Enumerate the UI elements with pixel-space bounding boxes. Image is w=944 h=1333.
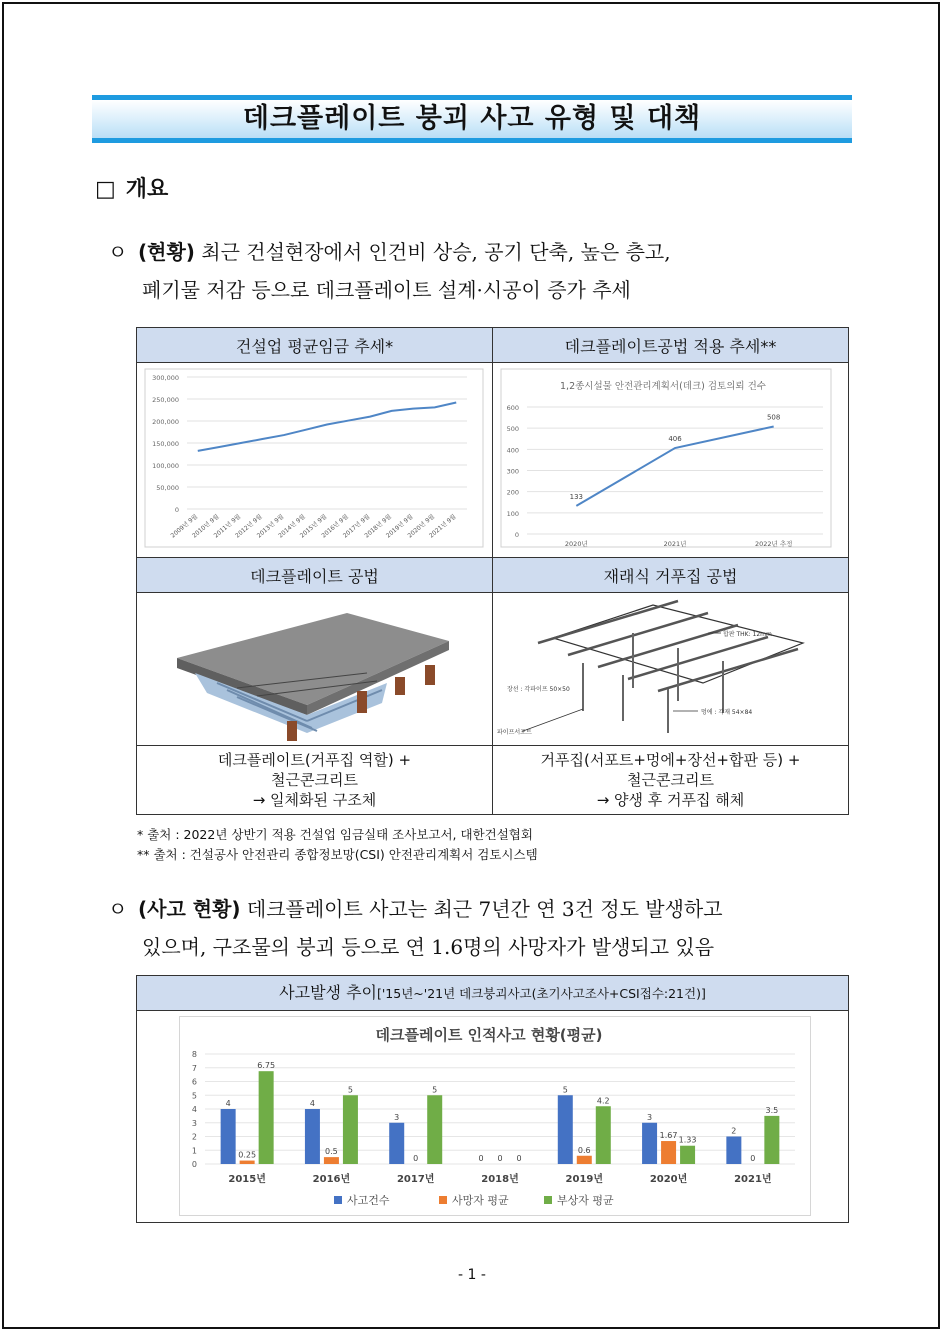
status-paragraph (108, 233, 868, 309)
bar-사고건수 (558, 1095, 573, 1164)
y-tick-label: 2 (191, 1132, 197, 1142)
deck-caption-line: → 일체화된 구조체 (252, 791, 377, 809)
y-tick-label: 150,000 (152, 440, 179, 448)
chart-frame (501, 369, 831, 547)
source-note: * 출처 : 2022년 상반기 적용 건설업 임금실태 조사보고서, 대한건설협회 (137, 827, 533, 842)
bar-value-label: 0 (478, 1154, 484, 1163)
y-tick-label: 400 (506, 446, 519, 455)
accident-label: (사고 현황) (138, 897, 241, 921)
x-tick-label: 2017년 9월 (341, 513, 372, 540)
x-tick-label: 2015년 (228, 1174, 266, 1185)
legend-label: 부상자 평균 (557, 1194, 614, 1207)
accident-bar-chart (179, 1016, 811, 1216)
x-tick-label: 2015년 9월 (298, 513, 329, 540)
deck-caption (137, 746, 493, 815)
header-formwork-method: 재래식 거푸집 공법 (493, 558, 849, 593)
y-tick-label: 1 (191, 1146, 197, 1156)
y-tick-label: 200,000 (152, 418, 179, 426)
status-line1: 최근 건설현장에서 인건비 상승, 공기 단축, 높은 층고, (194, 240, 671, 264)
section-heading (95, 172, 168, 203)
bar-value-label: 4.2 (596, 1096, 610, 1106)
bar-value-label: 1.67 (659, 1131, 678, 1141)
bar-value-label: 5 (562, 1085, 568, 1095)
bar-value-label: 2 (731, 1126, 737, 1136)
legend-label: 사고건수 (347, 1194, 390, 1207)
deck-caption-line: 데크플레이트(거푸집 역할) + (217, 751, 412, 769)
source-note: ** 출처 : 건설공사 안전관리 종합정보망(CSI) 안전관리계획서 검토시스템 (137, 847, 538, 862)
bar-사고건수 (726, 1137, 741, 1165)
x-tick-label: 2021년 9월 (428, 513, 458, 540)
x-tick-label: 2010년 9월 (191, 513, 221, 540)
bullet-marker: ㅇ (108, 240, 128, 264)
legend-swatch (439, 1196, 447, 1204)
formwork-illustration-cell (493, 593, 849, 746)
bar-value-label: 3.5 (765, 1105, 779, 1115)
section-marker: □ (95, 177, 116, 202)
bar-value-label: 3 (647, 1112, 653, 1122)
y-tick-label: 0 (514, 531, 519, 539)
x-tick-label: 2019년 (565, 1174, 604, 1185)
x-tick-label: 2020년 (564, 540, 588, 548)
bar-value-label: 0 (750, 1154, 756, 1163)
bar-value-label: 0.6 (577, 1145, 591, 1155)
y-tick-label: 6 (191, 1077, 197, 1087)
x-tick-label: 2017년 (396, 1174, 435, 1185)
bar-value-label: 5 (347, 1085, 353, 1095)
bar-value-label: 0 (497, 1154, 503, 1163)
y-tick-label: 7 (191, 1063, 197, 1073)
x-tick-label: 2009년 9월 (169, 513, 200, 540)
bar-부상자 평균 (343, 1095, 358, 1164)
bullet-marker: ㅇ (108, 897, 128, 921)
accident-chart-box (136, 975, 849, 1223)
y-tick-label: 250,000 (152, 396, 179, 404)
accident-header-note: ['15년~'21년 데크붕괴사고(초기사고조사+CSI접수:21건)] (376, 986, 706, 1001)
x-tick-label: 2021년 (734, 1174, 772, 1185)
deck-line-chart (493, 363, 849, 553)
status-label: (현황) (138, 240, 195, 264)
bar-사망자 평균 (324, 1157, 339, 1164)
bar-value-label: 0 (413, 1154, 419, 1163)
header-deck-trend: 데크플레이트공법 적용 추세** (493, 328, 849, 363)
formwork-caption-line: 거푸집(서포트+멍에+장선+합판 등) + (540, 751, 801, 769)
formwork-caption-line: 철근콘크리트 (627, 771, 714, 789)
bar-사망자 평균 (661, 1141, 676, 1164)
bar-사고건수 (221, 1109, 236, 1164)
x-tick-label: 2011년 9월 (212, 513, 243, 540)
x-tick-label: 2018년 (481, 1174, 519, 1185)
legend-swatch (544, 1196, 552, 1204)
y-tick-label: 100,000 (152, 462, 179, 470)
comparison-table (136, 327, 849, 815)
bar-사망자 평균 (240, 1161, 255, 1164)
page-number: - 1 - (458, 1267, 486, 1283)
header-deck-method: 데크플레이트 공법 (137, 558, 493, 593)
page-title: 데크플레이트 붕괴 사고 유형 및 대책 (92, 95, 852, 143)
chart-title: 데크플레이트 인적사고 현황(평균) (375, 1026, 603, 1044)
y-tick-label: 300 (506, 467, 519, 476)
header-wage-trend: 건설업 평균임금 추세* (137, 328, 493, 363)
data-label: 508 (766, 413, 781, 422)
y-tick-label: 3 (191, 1118, 197, 1128)
bar-사고건수 (389, 1123, 404, 1164)
bar-부상자 평균 (427, 1095, 442, 1164)
bar-value-label: 4 (225, 1099, 231, 1108)
formwork-caption-line: → 양생 후 거푸집 해체 (596, 791, 745, 809)
formwork-caption (493, 746, 849, 815)
x-tick-label: 2020년 (649, 1174, 688, 1185)
legend-label: 사망자 평균 (452, 1194, 509, 1207)
bar-사고건수 (642, 1123, 657, 1164)
label-plywood: 합판 THK: 12mm (723, 631, 772, 638)
y-tick-label: 5 (191, 1091, 197, 1101)
accident-header-title: 사고발생 추이 (279, 983, 377, 1002)
bar-부상자 평균 (764, 1116, 779, 1164)
deck-chart-cell (493, 363, 849, 558)
y-tick-label: 100 (506, 509, 519, 518)
x-tick-label: 2021년 (663, 540, 687, 548)
y-tick-label: 500 (506, 425, 519, 434)
wage-chart-cell (137, 363, 493, 558)
data-label: 406 (668, 435, 682, 444)
x-tick-label: 2019년 9월 (384, 513, 415, 540)
x-tick-label: 2016년 (312, 1174, 351, 1185)
label-girder: 멍에 : 각재 54×84 (701, 709, 753, 716)
y-tick-label: 600 (506, 404, 519, 412)
status-line2: 폐기물 저감 등으로 데크플레이트 설계·시공이 증가 추세 (142, 278, 631, 302)
formwork-illustration (493, 593, 849, 741)
label-joist: 장선 : 각파이프 50×50 (507, 686, 570, 693)
accident-line1: 데크플레이트 사고는 최근 7년간 연 3건 정도 발생하고 (240, 897, 723, 921)
accident-paragraph (108, 890, 868, 966)
x-tick-label: 2022년 추정 (754, 540, 793, 548)
deck-illustration-cell (137, 593, 493, 746)
accident-line2: 있으며, 구조물의 붕괴 등으로 연 1.6명의 사망자가 발생되고 있음 (142, 935, 715, 959)
wage-line-chart (137, 363, 491, 553)
bar-value-label: 0.25 (238, 1150, 257, 1160)
bar-value-label: 0 (516, 1154, 522, 1163)
x-tick-label: 2012년 9월 (234, 513, 264, 540)
bar-사고건수 (305, 1109, 320, 1164)
deck-plate-illustration (137, 593, 491, 741)
y-tick-label: 8 (191, 1050, 197, 1059)
x-tick-label: 2020년 9월 (406, 513, 436, 540)
bar-value-label: 3 (394, 1112, 400, 1122)
chart-title: 1,2종시설물 안전관리계획서(데크) 검토의뢰 건수 (560, 381, 766, 392)
bar-value-label: 4 (309, 1099, 315, 1108)
source-notes (137, 825, 538, 865)
x-tick-label: 2018년 9월 (363, 513, 393, 540)
deck-caption-line: 철근콘크리트 (271, 771, 358, 789)
bar-value-label: 1.33 (678, 1135, 697, 1145)
legend-swatch (334, 1196, 342, 1204)
y-tick-label: 0 (191, 1160, 197, 1169)
y-tick-label: 50,000 (156, 484, 179, 492)
bar-부상자 평균 (680, 1146, 695, 1164)
y-tick-label: 300,000 (152, 374, 179, 382)
bar-사망자 평균 (577, 1156, 592, 1164)
x-tick-label: 2014년 9월 (277, 513, 307, 540)
section-title: 개요 (125, 177, 169, 202)
x-tick-label: 2013년 9월 (255, 513, 286, 540)
y-tick-label: 4 (191, 1105, 197, 1114)
x-tick-label: 2016년 9월 (320, 513, 350, 540)
label-support: 파이프서포트 (497, 729, 532, 736)
y-tick-label: 200 (506, 488, 519, 497)
bar-부상자 평균 (596, 1106, 611, 1164)
bar-value-label: 5 (432, 1085, 438, 1095)
accident-chart-header (137, 976, 848, 1011)
data-label: 133 (569, 492, 584, 501)
y-tick-label: 0 (174, 506, 179, 514)
bar-부상자 평균 (259, 1071, 274, 1164)
chart-frame (180, 1017, 811, 1216)
bar-value-label: 0.5 (325, 1147, 338, 1157)
bar-value-label: 6.75 (257, 1061, 276, 1071)
